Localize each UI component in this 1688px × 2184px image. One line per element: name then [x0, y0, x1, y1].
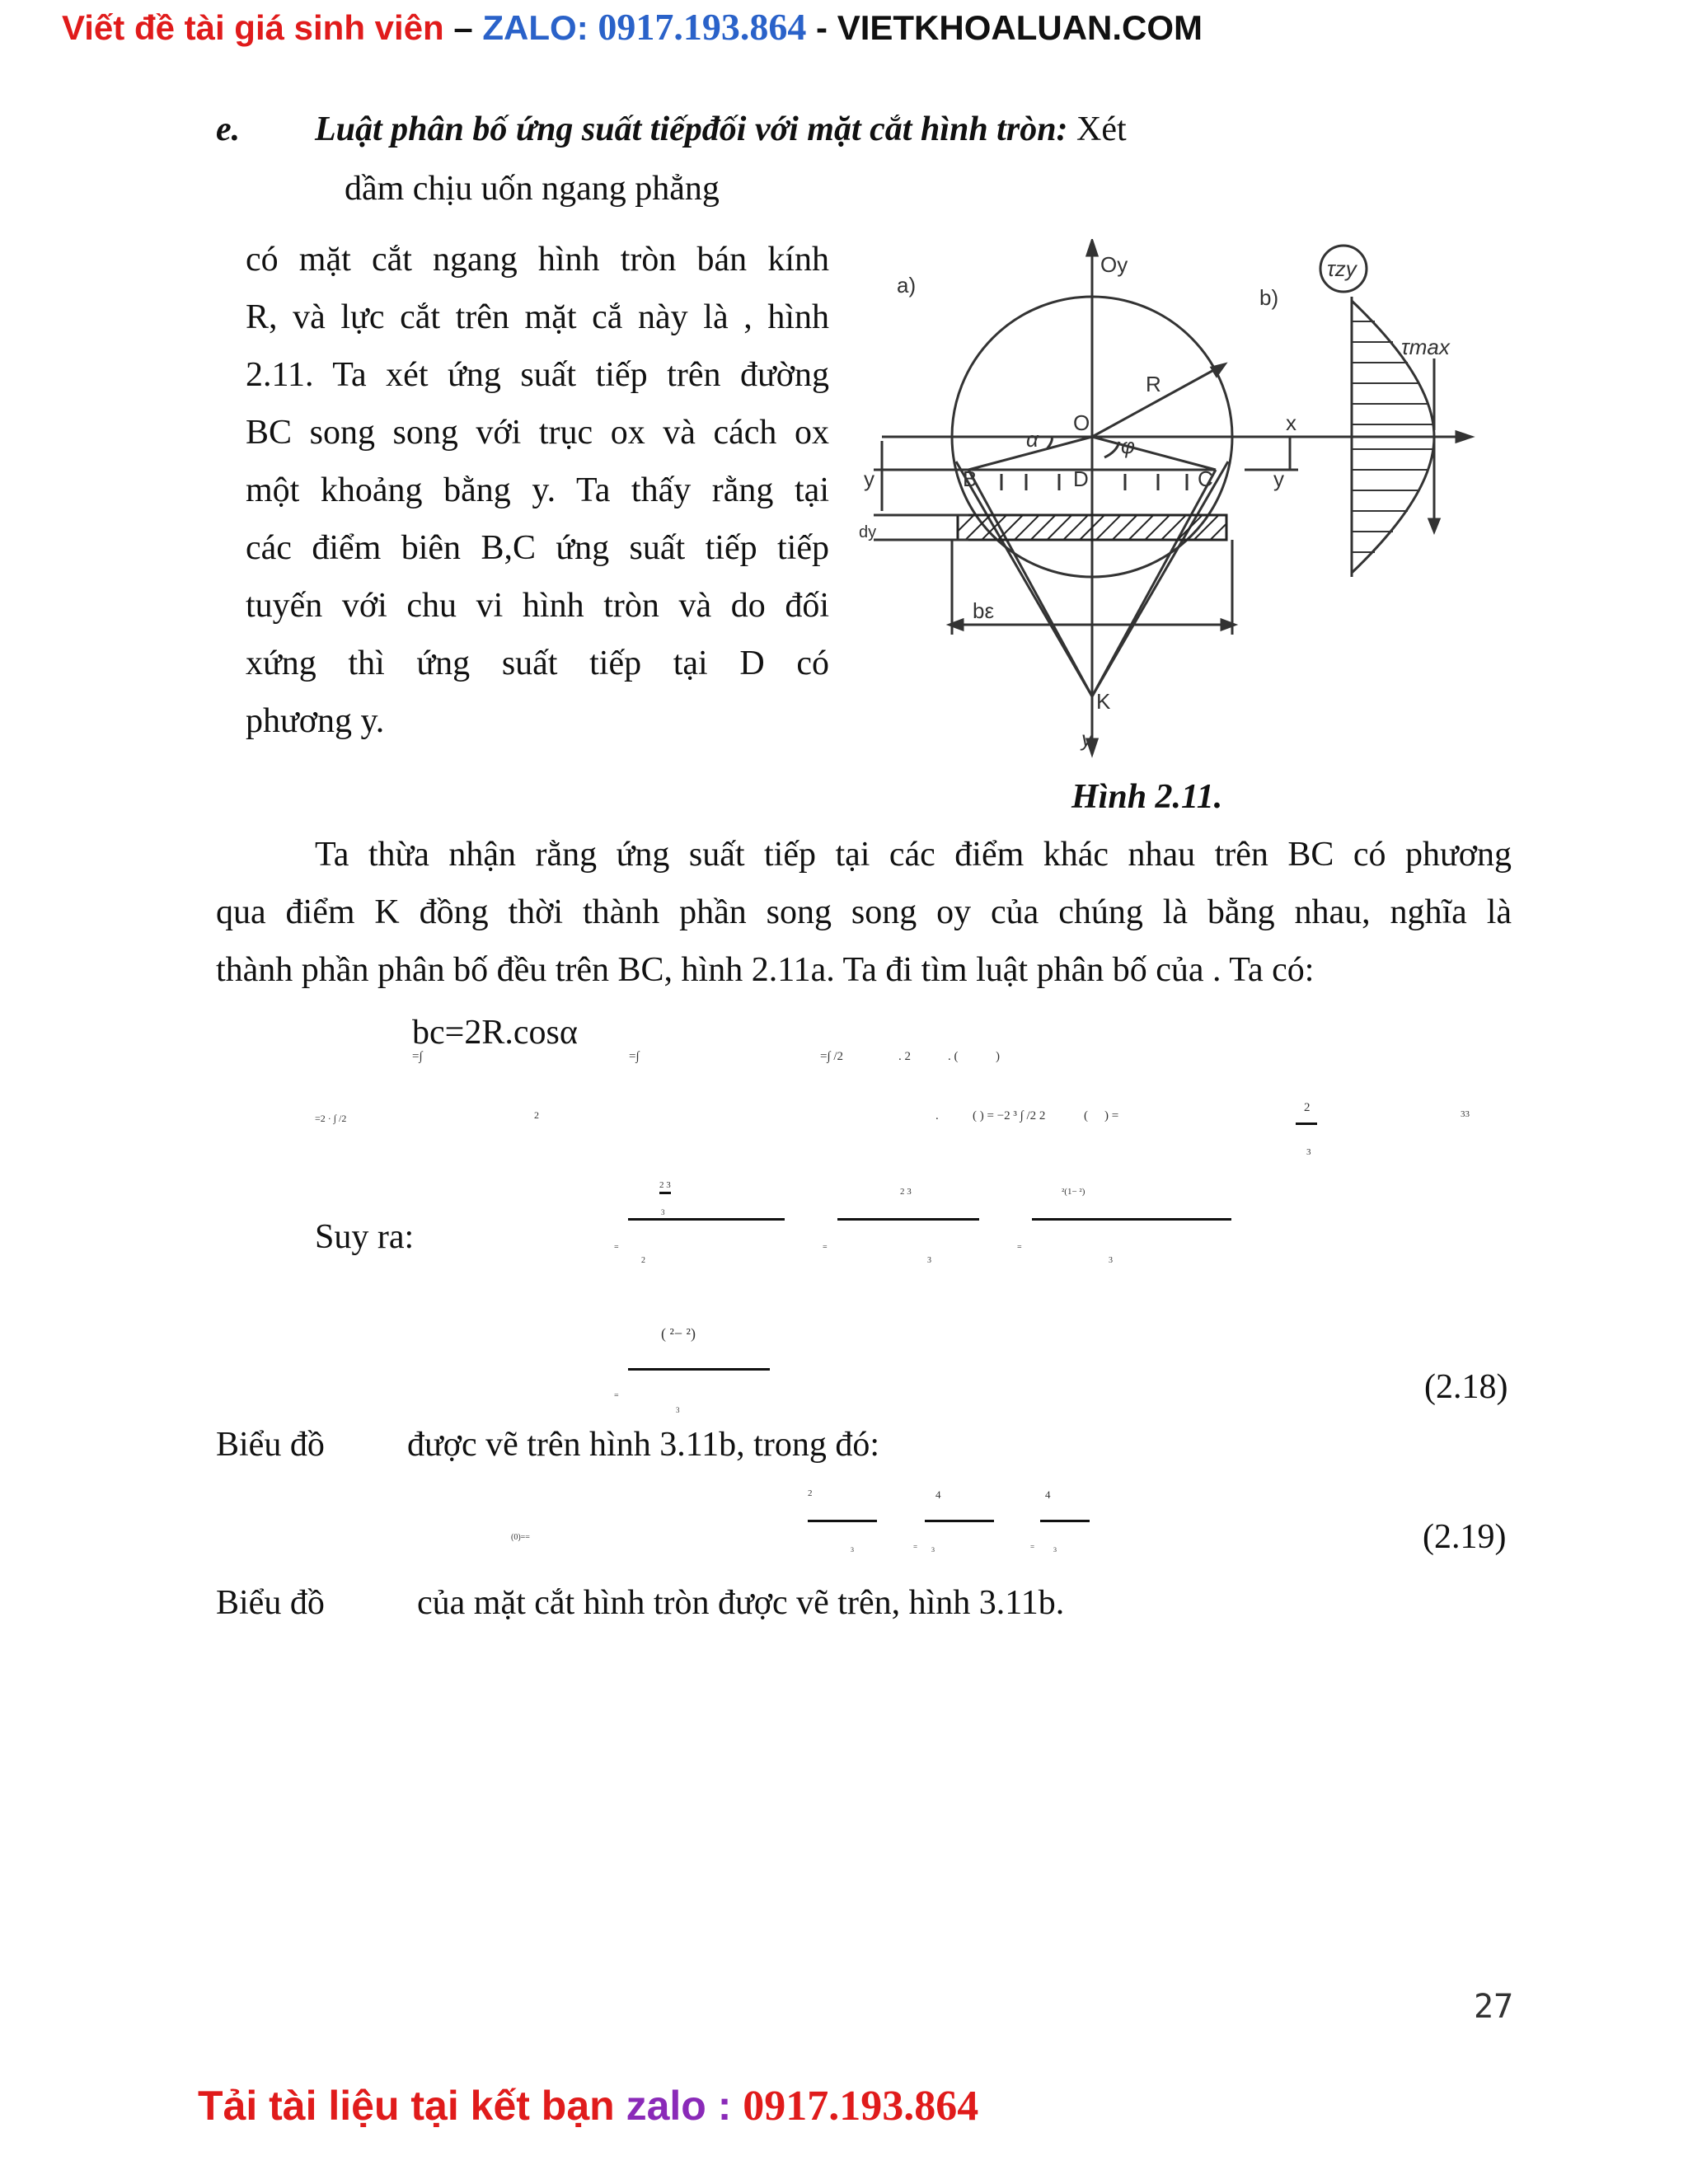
- formula-eq: =: [1030, 1543, 1035, 1551]
- header-site[interactable]: VIETKHOALUAN.COM: [837, 8, 1203, 47]
- header-zalo-phone[interactable]: 0917.193.864: [598, 6, 807, 48]
- math-token: =∫: [629, 1050, 640, 1063]
- figure-2-11: [857, 239, 1484, 766]
- section-letter: e.: [216, 110, 241, 148]
- math-token: =∫ /2: [820, 1050, 843, 1063]
- label-y-dim: y: [1273, 466, 1284, 491]
- math-token: 2: [1304, 1101, 1311, 1114]
- formula-den: 3: [931, 1546, 935, 1554]
- bieu-do-text: của mặt cắt hình tròn được vẽ trên, hình 3.11b.: [417, 1584, 1065, 1622]
- fraction-small-bar: [659, 1192, 671, 1194]
- frac-eq: =: [823, 1243, 828, 1252]
- footer-zalo: zalo :: [626, 2083, 743, 2129]
- math-token: 2: [534, 1109, 539, 1121]
- footer-text: Tải tài liệu tại kết bạn: [198, 2083, 626, 2129]
- header-dash-2: -: [806, 8, 837, 47]
- label-y-left: y: [864, 466, 874, 491]
- header-zalo-label: ZALO:: [482, 8, 598, 47]
- math-token: =2 · ∫ /2: [315, 1113, 347, 1124]
- math-token: ( ) = −2 ³ ∫ /2 2: [973, 1109, 1046, 1122]
- math-token: 3: [1306, 1147, 1311, 1157]
- label-tau-zy: τzy: [1327, 256, 1357, 281]
- label-k: K: [1096, 689, 1111, 714]
- result-numerator: ( ²− ²): [661, 1325, 696, 1342]
- figure-caption: Hình 2.11.: [1071, 778, 1223, 816]
- math-token: . 2: [898, 1050, 911, 1063]
- label-oy: Oy: [1100, 252, 1128, 277]
- formula-den: 3: [1053, 1546, 1057, 1554]
- label-tau-max: τmax: [1401, 335, 1450, 359]
- text-line: 2.11. Ta xét ứng suất tiếp trên đường: [246, 356, 829, 394]
- formula-num: 4: [1045, 1488, 1051, 1501]
- section-heading: [216, 101, 1127, 158]
- frac-numerator: 2 3: [659, 1180, 671, 1190]
- fraction-line: [628, 1218, 785, 1221]
- text-line: một khoảng bằng y. Ta thấy rằng tại: [246, 471, 829, 509]
- frac-numerator: 2 3: [900, 1187, 912, 1197]
- label-phi: φ: [1121, 434, 1135, 458]
- header-text: Viết đề tài giá sinh viên: [62, 8, 444, 47]
- math-token: ): [996, 1050, 1000, 1063]
- formula-label: (0)==: [511, 1533, 530, 1542]
- formula-den: 3: [851, 1546, 854, 1554]
- bc-equation: bc=2R.cosα: [412, 1014, 578, 1052]
- math-token: ) =: [1104, 1109, 1119, 1122]
- text-line: BC song song với trục ox và cách ox: [246, 414, 829, 452]
- math-token: 33: [1461, 1109, 1470, 1119]
- result-eq: =: [614, 1391, 619, 1400]
- section-title-tail: Xét: [1067, 110, 1127, 148]
- text-line: thành phần phân bố đều trên BC, hình 2.11a. Ta đi tìm luật phân bố của . Ta có:: [216, 951, 1315, 989]
- bieu-do-line-1: [216, 1416, 879, 1474]
- label-b: b): [1259, 285, 1279, 310]
- text-line: xứng thì ứng suất tiếp tại D có: [246, 644, 829, 682]
- section-heading-line2: dầm chịu uốn ngang phẳng: [345, 170, 720, 208]
- label-alpha: α: [1026, 427, 1039, 452]
- equation-number-2-19: (2.19): [1423, 1518, 1507, 1556]
- fraction-line: [1040, 1520, 1090, 1522]
- fraction-line: [808, 1520, 877, 1522]
- math-token: (: [1084, 1109, 1088, 1122]
- text-line: Ta thừa nhận rằng ứng suất tiếp tại các điểm khác nhau trên BC có phương: [315, 836, 1512, 874]
- fraction-line: [1296, 1122, 1317, 1125]
- equation-number-2-18: (2.18): [1424, 1368, 1508, 1406]
- bieu-do-label: Biểu đồ: [216, 1584, 325, 1622]
- frac-numerator: ²(1− ²): [1062, 1187, 1085, 1197]
- text-line: phương y.: [246, 702, 385, 740]
- label-point-c: C: [1198, 466, 1213, 491]
- frac-denominator: 3: [927, 1256, 931, 1265]
- label-dy: dy: [859, 523, 877, 541]
- label-point-d: D: [1073, 466, 1089, 491]
- frac-small: 3: [661, 1208, 665, 1216]
- frac-eq: =: [1017, 1243, 1022, 1252]
- text-line: R, và lực cắt trên mặt cắ này là , hình: [246, 298, 829, 336]
- math-token: . (: [948, 1050, 959, 1063]
- bieu-do-label: Biểu đồ: [216, 1426, 325, 1464]
- fraction-line: [1032, 1218, 1231, 1221]
- text-line: các điểm biên B,C ứng suất tiếp tiếp: [246, 529, 829, 567]
- label-y-axis: y: [1081, 726, 1092, 751]
- suy-ra-label: Suy ra:: [315, 1218, 415, 1256]
- label-b-epsilon: bε: [973, 598, 995, 623]
- math-token: .: [935, 1109, 939, 1122]
- footer-phone[interactable]: 0917.193.864: [743, 2083, 979, 2130]
- bieu-do-text: được vẽ trên hình 3.11b, trong đó:: [407, 1426, 879, 1464]
- result-denominator: 3: [676, 1406, 680, 1414]
- label-r: R: [1146, 372, 1161, 396]
- label-x: x: [1286, 410, 1296, 435]
- left-column-text: [246, 231, 829, 750]
- fraction-line: [837, 1218, 979, 1221]
- frac-denominator: 2: [641, 1256, 645, 1265]
- formula-num: 4: [935, 1488, 941, 1501]
- header-dash: –: [443, 8, 483, 47]
- formula-eq: =: [913, 1543, 918, 1551]
- frac-eq: =: [614, 1243, 619, 1252]
- text-line: qua điểm K đồng thời thành phần song song oy của chúng là bằng nhau, nghĩa là: [216, 893, 1512, 931]
- frac-denominator: 3: [1109, 1256, 1113, 1265]
- bieu-do-line-2: [216, 1574, 1064, 1632]
- page-number: 27: [1474, 1988, 1514, 2026]
- text-line: tuyến với chu vi hình tròn và do đối: [246, 587, 829, 625]
- header-banner: [62, 5, 1203, 49]
- section-title: Luật phân bố ứng suất tiếpđối với mặt cắt hình tròn:: [315, 110, 1068, 148]
- formula-num: 2: [808, 1488, 813, 1498]
- label-a: a): [897, 273, 917, 298]
- fraction-line: [628, 1368, 770, 1371]
- label-point-b: B: [963, 466, 978, 491]
- fraction-line: [925, 1520, 994, 1522]
- math-token: =∫: [412, 1050, 423, 1063]
- footer-banner: [198, 2082, 978, 2130]
- text-line: có mặt cắt ngang hình tròn bán kính: [246, 241, 829, 279]
- label-o: O: [1073, 410, 1090, 435]
- paragraph: [216, 826, 1512, 999]
